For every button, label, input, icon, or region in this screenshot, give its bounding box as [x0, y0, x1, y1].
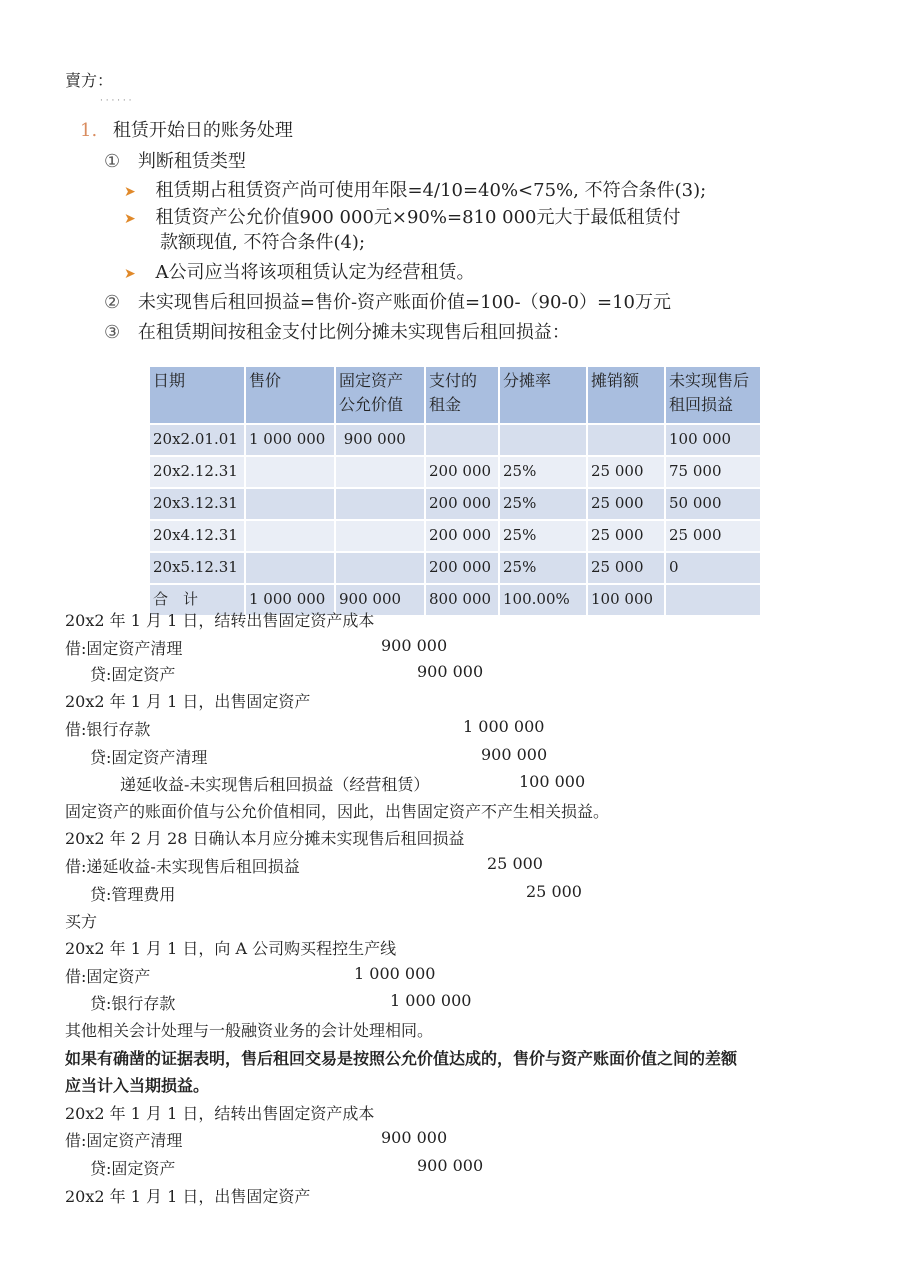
debit-amount: 900 000	[381, 1128, 448, 1147]
table-header-cell: 固定资产 公允价值	[336, 367, 424, 423]
table-cell: 200 000	[426, 457, 498, 487]
circled-number-2: ②	[104, 292, 121, 313]
table-cell: 100 000	[666, 425, 760, 455]
table-cell: 25%	[500, 521, 586, 551]
sub-heading-1-title: 判断租赁类型	[137, 151, 246, 172]
table-cell: 75 000	[666, 457, 760, 487]
table-cell	[666, 585, 760, 615]
table-cell: 800 000	[426, 585, 498, 615]
debit-account: 借:递延收益-未实现售后租回损益	[65, 857, 300, 876]
table-cell: 100 000	[588, 585, 664, 615]
arrow-bullet-icon: ➤	[124, 211, 136, 227]
sub-heading-3-text: 在租赁期间按租金支付比例分摊未实现售后租回损益：	[137, 322, 570, 343]
table-cell: 25 000	[588, 489, 664, 519]
emphasis-text: 如果有确凿的证据表明，售后租回交易是按照公允价值达成的，售价与资产账面价值之间的差额	[65, 1049, 738, 1068]
section-heading	[80, 116, 293, 142]
table-cell: 50 000	[666, 489, 760, 519]
section-title: 租赁开始日的账务处理	[112, 120, 293, 141]
faint-mark: · · · · · ·	[100, 96, 132, 106]
table-cell	[246, 457, 334, 487]
table-header-cell: 支付的 租金	[426, 367, 498, 423]
credit-account: 贷:固定资产	[90, 665, 176, 684]
table-header-cell: 摊销额	[588, 367, 664, 423]
credit-account: 贷:固定资产清理	[90, 748, 208, 767]
debit-amount: 1 000 000	[354, 964, 436, 983]
debit-amount: 900 000	[381, 636, 448, 655]
table-cell: 20x5.12.31	[150, 553, 244, 583]
entry-heading: 20x2 年 1 月 1 日，出售固定资产	[65, 692, 311, 711]
debit-account: 借:固定资产	[65, 967, 151, 986]
amortization-table	[148, 365, 762, 617]
table-header-cell: 分摊率	[500, 367, 586, 423]
bullet-continuation: 款额现值, 不符合条件(4);	[160, 232, 366, 253]
table-cell: 1 000 000	[246, 425, 334, 455]
table-cell: 25 000	[588, 553, 664, 583]
table-cell: 25%	[500, 553, 586, 583]
table-cell: 900 000	[336, 585, 424, 615]
bullet-item	[124, 203, 681, 229]
debit-amount: 25 000	[487, 854, 543, 873]
table-cell	[426, 425, 498, 455]
table-row	[150, 553, 760, 583]
emphasis-text: 应当计入当期损益。	[65, 1076, 210, 1095]
table-cell: 25 000	[588, 457, 664, 487]
table-cell: 200 000	[426, 521, 498, 551]
sub-heading-1	[104, 147, 246, 173]
entry-heading: 20x2 年 1 月 1 日，结转出售固定资产成本	[65, 611, 375, 630]
table-cell: 200 000	[426, 553, 498, 583]
entry-heading: 20x2 年 1 月 1 日，结转出售固定资产成本	[65, 1104, 375, 1123]
table-cell: 25%	[500, 489, 586, 519]
sub-heading-3	[104, 318, 570, 344]
sub-heading-2	[104, 288, 671, 314]
bullet-text: A公司应当将该项租赁认定为经营租赁。	[155, 262, 475, 283]
table-row	[150, 521, 760, 551]
table-cell: 25 000	[588, 521, 664, 551]
table-cell	[500, 425, 586, 455]
table-cell: 100.00%	[500, 585, 586, 615]
debit-account: 借:固定资产清理	[65, 639, 183, 658]
seller-label: 賣方：	[65, 71, 114, 90]
table-cell	[588, 425, 664, 455]
credit-amount: 900 000	[417, 1156, 484, 1175]
table-cell: 20x2.12.31	[150, 457, 244, 487]
arrow-bullet-icon: ➤	[124, 184, 136, 200]
table-row	[150, 457, 760, 487]
table-row	[150, 489, 760, 519]
credit-account: 贷:固定资产	[90, 1159, 176, 1178]
sub-heading-2-text: 未实现售后租回损益=售价-资产账面价值=100-（90-0）=10万元	[137, 292, 671, 313]
table-cell: 20x3.12.31	[150, 489, 244, 519]
debit-amount: 1 000 000	[463, 717, 545, 736]
table-row	[150, 425, 760, 455]
credit-amount: 900 000	[481, 745, 548, 764]
debit-account: 借:银行存款	[65, 720, 151, 739]
table-cell	[336, 521, 424, 551]
table-header-cell: 未实现售后 租回损益	[666, 367, 760, 423]
debit-account: 借:固定资产清理	[65, 1131, 183, 1150]
arrow-bullet-icon: ➤	[124, 266, 136, 282]
table-header-cell: 日期	[150, 367, 244, 423]
section-number: 1.	[80, 120, 98, 141]
entry-heading: 20x2 年 2 月 28 日确认本月应分摊未实现售后租回损益	[65, 829, 465, 848]
table-header-cell: 售价	[246, 367, 334, 423]
bullet-item	[124, 258, 474, 284]
credit-account: 贷:管理费用	[90, 885, 176, 904]
credit-amount: 25 000	[526, 882, 582, 901]
credit-amount: 1 000 000	[390, 991, 472, 1010]
table-cell: 20x4.12.31	[150, 521, 244, 551]
table-cell: 25 000	[666, 521, 760, 551]
table-cell	[246, 553, 334, 583]
circled-number-1: ①	[104, 151, 121, 172]
table-header-row	[150, 367, 760, 423]
table-cell	[336, 553, 424, 583]
note-text: 其他相关会计处理与一般融资业务的会计处理相同。	[65, 1021, 434, 1040]
credit-amount: 900 000	[417, 662, 484, 681]
buyer-label: 买方	[65, 912, 98, 931]
table-cell: 合 计	[150, 585, 244, 615]
table-cell	[246, 489, 334, 519]
bullet-text: 租赁期占租赁资产尚可使用年限=4/10=40%<75%, 不符合条件(3);	[155, 180, 707, 201]
table-cell	[246, 521, 334, 551]
credit-account: 贷:银行存款	[90, 994, 176, 1013]
table-cell: 200 000	[426, 489, 498, 519]
table-cell: 0	[666, 553, 760, 583]
table-cell	[336, 489, 424, 519]
table-cell: 900 000	[336, 425, 424, 455]
bullet-item	[124, 176, 706, 202]
credit-amount: 100 000	[519, 772, 586, 791]
entry-heading: 20x2 年 1 月 1 日，向 A 公司购买程控生产线	[65, 939, 397, 958]
table-cell: 1 000 000	[246, 585, 334, 615]
credit-account: 递延收益-未实现售后租回损益（经营租赁）	[120, 775, 430, 794]
table-cell	[336, 457, 424, 487]
entry-heading: 20x2 年 1 月 1 日，出售固定资产	[65, 1187, 311, 1206]
table-cell: 25%	[500, 457, 586, 487]
circled-number-3: ③	[104, 322, 121, 343]
note-text: 固定资产的账面价值与公允价值相同，因此，出售固定资产不产生相关损益。	[65, 802, 610, 821]
table-cell: 20x2.01.01	[150, 425, 244, 455]
bullet-text: 租赁资产公允价值900 000元×90%=810 000元大于最低租赁付	[155, 207, 681, 228]
